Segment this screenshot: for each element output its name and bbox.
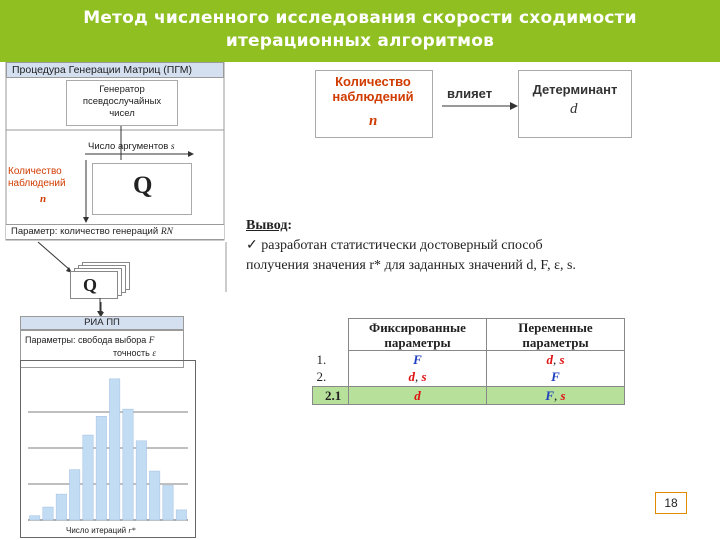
fixed-cell — [349, 351, 487, 369]
histogram-bar — [69, 470, 79, 520]
histogram-bar — [96, 416, 106, 520]
n-label — [8, 166, 83, 190]
q-stack-front — [70, 271, 118, 299]
param-label: Параметр: количество генераций — [11, 226, 159, 237]
ria-line2-text: точность — [113, 348, 150, 358]
histogram-bar — [163, 485, 173, 520]
affects-label: влияет — [447, 86, 493, 101]
fixed-sep: , — [414, 369, 422, 385]
fixed-a: F — [413, 351, 422, 367]
conclusion-heading-line — [246, 216, 716, 236]
ria-line2-symbol: ε — [152, 348, 156, 358]
d-symbol: d — [570, 101, 578, 117]
row-number: 2. — [316, 369, 327, 385]
var-a: F — [551, 369, 560, 385]
var-b: s — [559, 351, 565, 367]
args-label — [88, 141, 175, 152]
variable-cell — [487, 369, 625, 387]
histogram-bar — [43, 507, 53, 520]
fixed-header-line2: параметры — [384, 335, 451, 350]
determinant-title: Детерминант — [532, 82, 618, 97]
fixed-header-line1: Фиксированные — [369, 320, 466, 335]
histogram-bar — [83, 435, 93, 520]
q-stack-letter: Q — [83, 275, 98, 295]
table-row — [313, 369, 625, 387]
var-a: d — [546, 351, 553, 367]
conclusion-text-line2: получения значения r* для заданных значений d, F, ε, s. — [246, 258, 576, 273]
var-b: s — [560, 387, 566, 403]
fixed-params-header — [349, 319, 487, 351]
histogram-bar — [176, 510, 186, 520]
slide-title-line2: итерационных алгоритмов — [225, 31, 495, 51]
q-letter: Q — [133, 172, 153, 199]
variable-header-line1: Переменные — [518, 320, 593, 335]
var-sep: , — [552, 351, 560, 367]
n-title — [322, 74, 424, 104]
histogram-bar — [109, 379, 119, 520]
table-corner — [313, 319, 349, 351]
page-number: 18 — [655, 492, 687, 514]
fixed-a: d — [408, 369, 415, 385]
n-title-line1: Количество — [335, 74, 411, 89]
histogram-xlabel-symbol: r* — [128, 526, 136, 535]
check-icon: ✓ — [246, 238, 258, 253]
histogram-xlabel-text: Число итераций — [66, 526, 127, 535]
generator-line3: чисел — [109, 108, 135, 119]
args-symbol: s — [170, 142, 175, 152]
histogram-bar — [56, 494, 66, 520]
n-title-line2: наблюдений — [332, 89, 414, 104]
variable-params-header — [487, 319, 625, 351]
ria-line1 — [25, 334, 183, 347]
ria-line1-text: Параметры: свобода выбора — [25, 335, 147, 345]
fixed-cell — [349, 369, 487, 387]
histogram-bar — [123, 409, 133, 520]
conclusion-heading: Вывод — [246, 218, 288, 233]
param-bar — [6, 224, 224, 240]
histogram-bars — [29, 379, 186, 520]
row-number: 2.1 — [313, 387, 349, 405]
variable-cell — [487, 387, 625, 405]
var-sep: , — [554, 387, 561, 403]
generator-line1: Генератор — [99, 84, 145, 95]
row-number: 1. — [316, 351, 327, 367]
histogram-bar — [136, 441, 146, 520]
affects-arrow — [440, 100, 520, 112]
slide-title — [0, 0, 720, 62]
parameters-table — [312, 318, 625, 405]
variable-header-line2: параметры — [522, 335, 589, 350]
ria-title: РИА ПП — [20, 316, 184, 330]
table-row-highlighted — [313, 387, 625, 405]
histogram-bar — [149, 471, 159, 520]
conclusion — [246, 216, 716, 276]
histogram-chart — [20, 368, 196, 538]
histogram-xlabel — [66, 526, 136, 535]
n-symbol-left: n — [40, 193, 47, 205]
conclusion-colon: : — [287, 218, 293, 233]
n-symbol: n — [369, 113, 378, 129]
ria-line2 — [25, 347, 183, 360]
pgm-title: Процедура Генерации Матриц (ПГМ) — [6, 62, 224, 78]
fixed-b: s — [421, 369, 427, 385]
fixed-a: d — [414, 387, 421, 403]
conclusion-line1 — [246, 236, 716, 256]
generator-box — [66, 80, 178, 126]
param-symbol: RN — [160, 227, 173, 237]
q-matrix-box — [92, 163, 192, 215]
table-row — [313, 351, 625, 369]
stack-arrow — [94, 298, 106, 318]
slide-title-line1: Метод численного исследования скорости сходимости — [83, 8, 637, 28]
variable-cell — [487, 351, 625, 369]
histogram-bar — [29, 516, 39, 520]
ria-line1-symbol: F — [148, 335, 155, 345]
generator-line2: псевдослучайных — [82, 96, 162, 107]
n-label-line2: наблюдений — [8, 178, 66, 189]
n-label-line1: Количество — [8, 166, 62, 177]
fixed-cell — [349, 387, 487, 405]
table-header-row — [313, 319, 625, 351]
conclusion-text-line1: разработан статистически достоверный способ — [261, 238, 543, 253]
var-a: F — [545, 387, 555, 403]
args-label-text: Число аргументов — [88, 141, 169, 152]
